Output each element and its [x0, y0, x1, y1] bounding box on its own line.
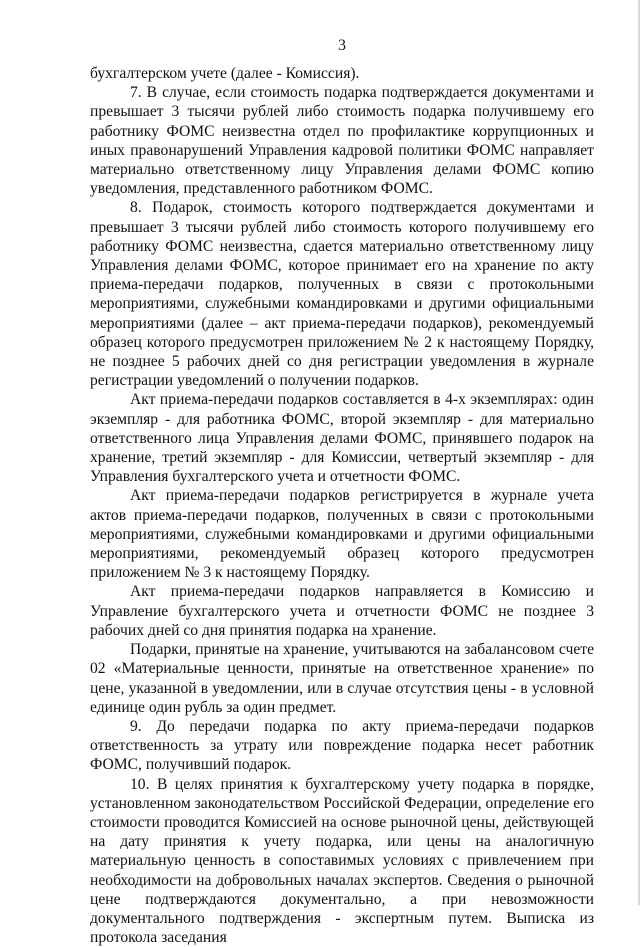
paragraph-act-copies: Акт приема-передачи подарков составляется в 4-х экземплярах: один экземпляр - для работника ФОМС, второй экземпляр - для материально ответственного лица Управления делами ФОМС, принявшего подарок на хранение, третий экземпляр - для Комиссии, четвертый экземпляр - для Управления бухгалтерского учета и отчетности ФОМС. [90, 391, 594, 486]
paragraph-act-registration: Акт приема-передачи подарков регистрируется в журнале учета актов приема-передачи подарков, полученных в связи с протокольными мероприятиями, служебными командировками и другими официальными мероприятиями, рекомендуемый образец которого предусмотрен приложением № 3 к настоящему Порядку. [90, 487, 594, 582]
paragraph-item-7: 7. В случае, если стоимость подарка подтверждается документами и превышает 3 тысячи рублей либо стоимость подарка получившему его работнику ФОМС неизвестна отдел по профилактике коррупционных и иных правонарушений Управления кадровой политики ФОМС направляет материально ответственному лицу Управления делами ФОМС копию уведомления, представленного работником ФОМС. [90, 84, 594, 198]
paragraph-offbalance-accounting: Подарки, принятые на хранение, учитываются на забалансовом счете 02 «Материальные ценности, принятые на ответственное хранение» по цене, указанной в уведомлении, или в случае отсутствия цены - в условной единице один рубль за один предмет. [90, 641, 594, 716]
paragraph-act-sending: Акт приема-передачи подарков направляется в Комиссию и Управление бухгалтерского учета и отчетности ФОМС не позднее 3 рабочих дней со дня принятия подарка на хранение. [90, 583, 594, 639]
paragraph-item-8: 8. Подарок, стоимость которого подтверждается документами и превышает 3 тысячи рублей либо стоимость которого получившему его работнику ФОМС неизвестна, сдается материально ответственному лицу Управления делами ФОМС, которое принимает его на хранение по акту приема-передачи подарков, полученных в связи с протокольными мероприятиями, служебными командировками и другими официальными мероприятиями (далее – акт приема-передачи подарков), рекомендуемый образец которого предусмотрен приложением № 2 к настоящему Порядку, не позднее 5 рабочих дней со дня регистрации уведомления в журнале регистрации уведомлений о получении подарков. [90, 199, 594, 390]
paragraph-item-10: 10. В целях принятия к бухгалтерскому учету подарка в порядке, установленном законодательством Российской Федерации, определение его стоимости проводится Комиссией на основе рыночной цены, действующей на дату принятия к учету подарка, или цены на аналогичную материальную ценность в сопоставимых условиях с привлечением при необходимости на добровольных началах экспертов. Сведения о рыночной цене подтверждаются документально, а при невозможности документального подтверждения - экспертным путем. Выписка из протокола заседания [90, 775, 594, 947]
paragraph-item-9: 9. До передачи подарка по акту приема-передачи подарков ответственность за утрату или повреждение подарка несет работник ФОМС, получивший подарок. [90, 717, 594, 774]
page-number: 3 [338, 37, 346, 54]
paragraph-continuation: бухгалтерском учете (далее - Комиссия). [90, 65, 360, 82]
